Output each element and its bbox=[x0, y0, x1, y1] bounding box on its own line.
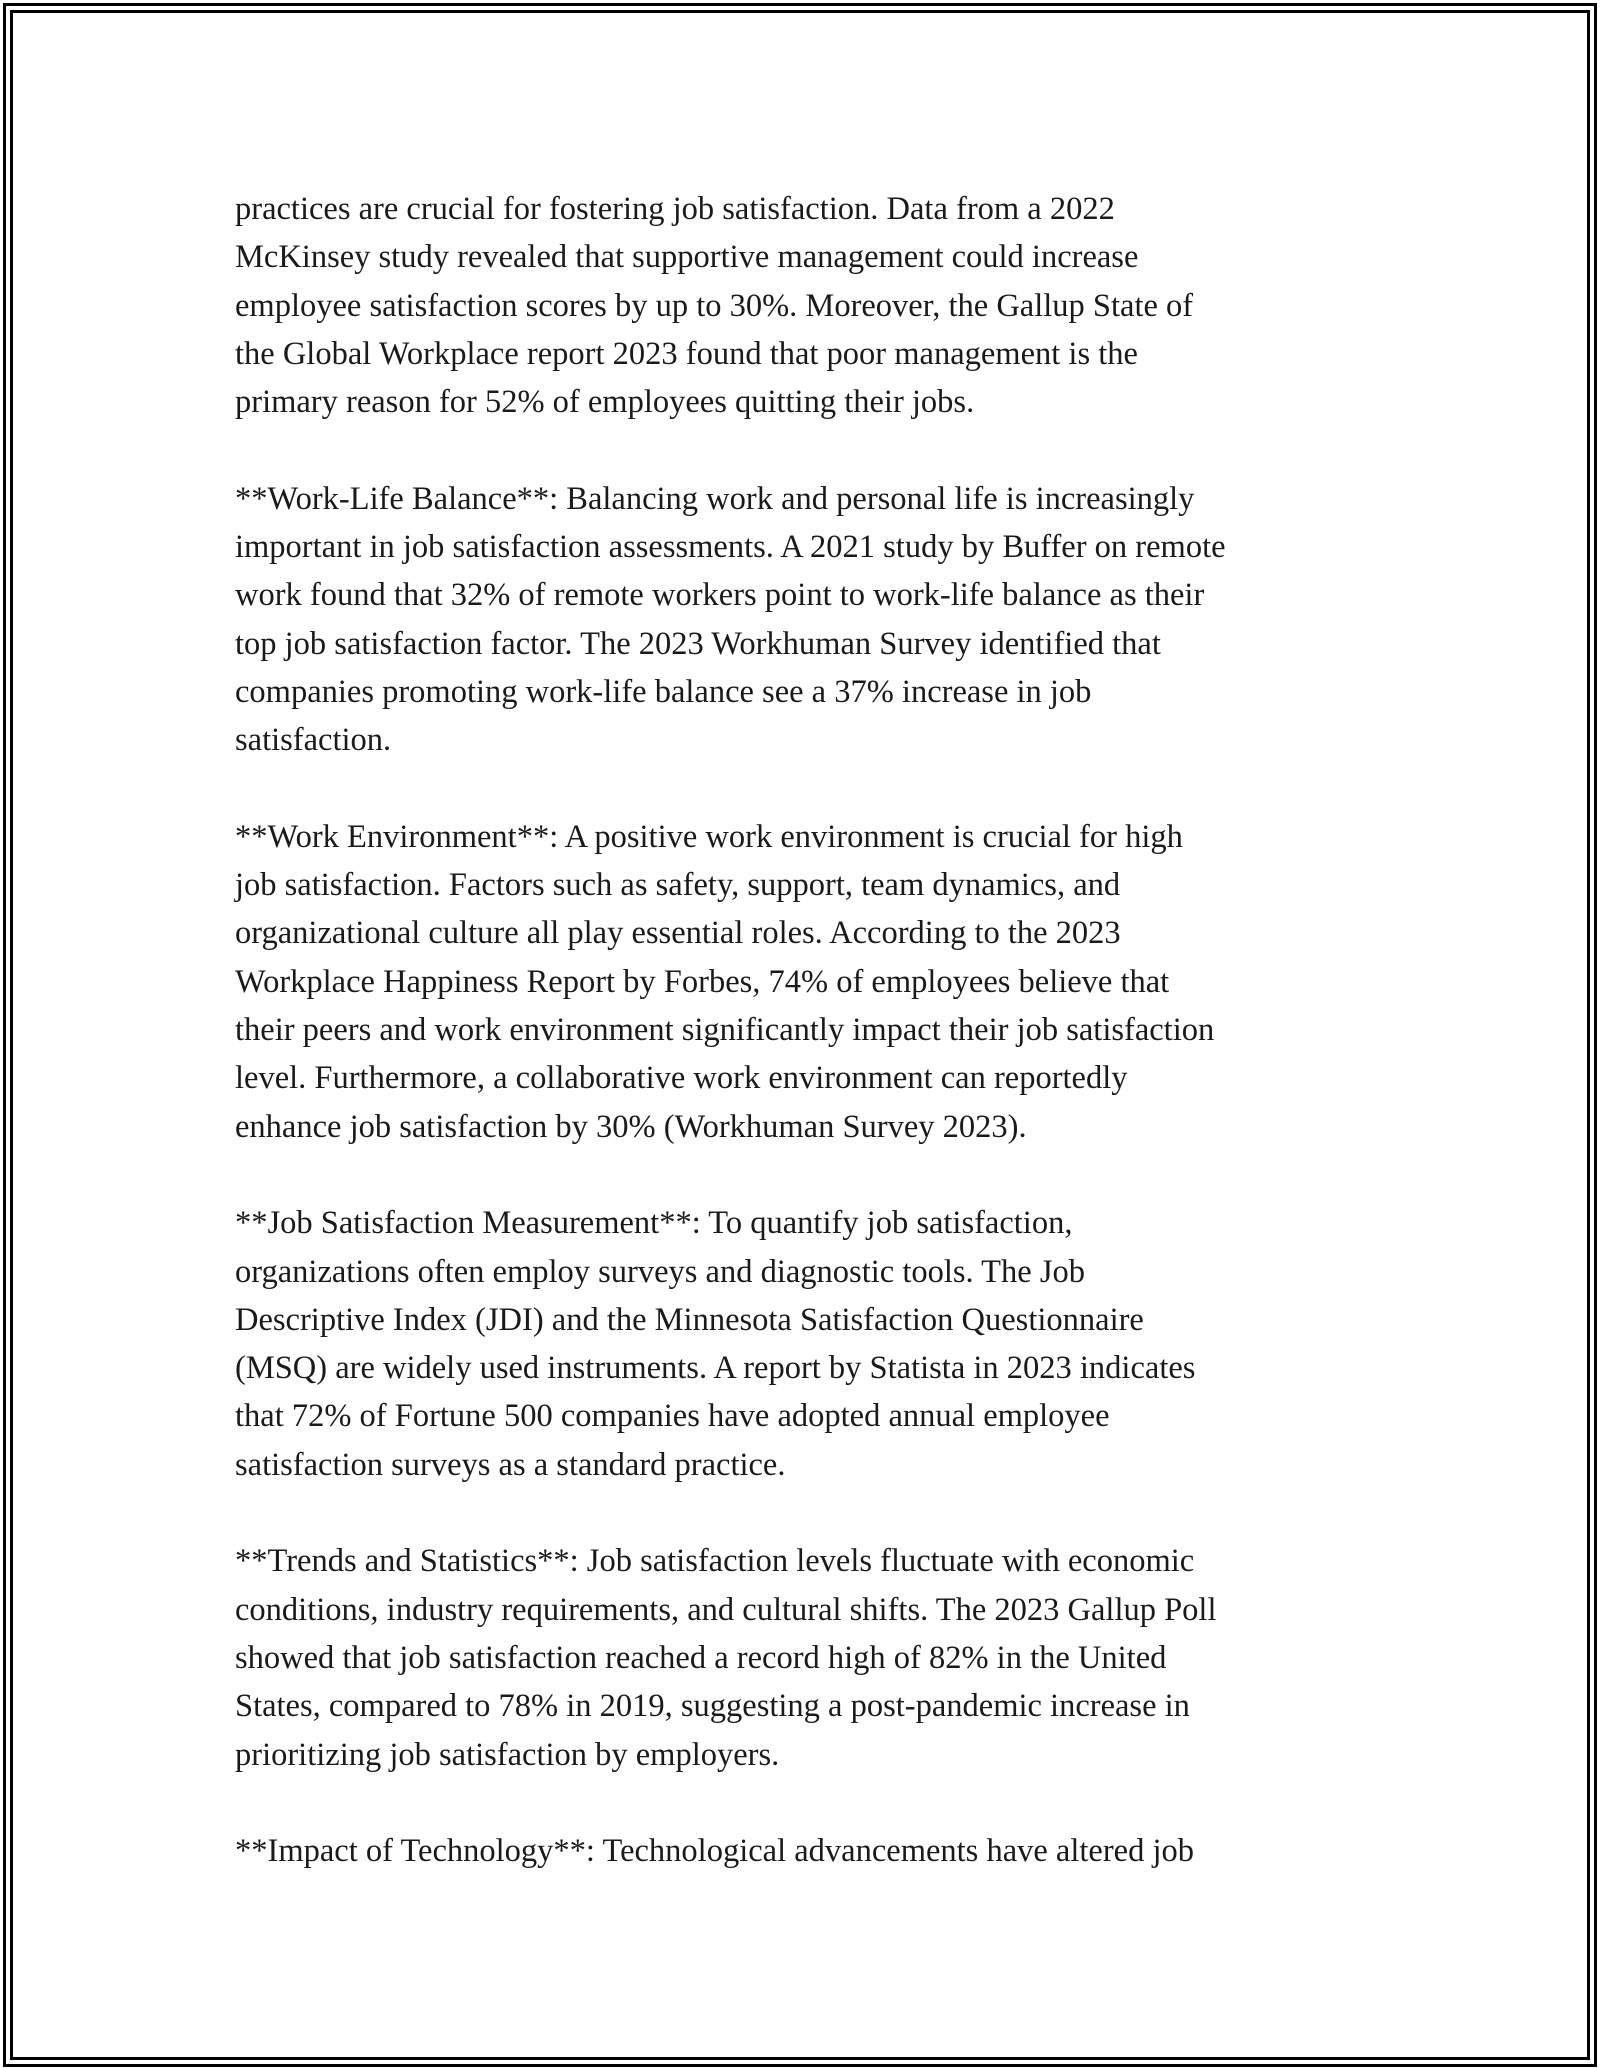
text-line: showed that job satisfaction reached a record high of 82% in the United bbox=[235, 1639, 1167, 1676]
text-line: companies promoting work-life balance see a 37% increase in job bbox=[235, 673, 1092, 710]
text-line: (MSQ) are widely used instruments. A report by Statista in 2023 indicates bbox=[235, 1350, 1196, 1387]
text-line: States, compared to 78% in 2019, suggesting a post-pandemic increase in bbox=[235, 1688, 1190, 1725]
paragraph-work-environment bbox=[235, 813, 1375, 1151]
text-line: that 72% of Fortune 500 companies have adopted annual employee bbox=[235, 1398, 1110, 1435]
text-line: primary reason for 52% of employees quitting their jobs. bbox=[235, 384, 975, 421]
text-line: organizations often employ surveys and diagnostic tools. The Job bbox=[235, 1253, 1085, 1290]
text-line: prioritizing job satisfaction by employers. bbox=[235, 1736, 780, 1773]
text-line: Workplace Happiness Report by Forbes, 74% of employees believe that bbox=[235, 963, 1170, 1000]
paragraph-gap bbox=[235, 426, 1375, 474]
text-line: the Global Workplace report 2023 found that poor management is the bbox=[235, 335, 1138, 372]
text-line: satisfaction. bbox=[235, 722, 392, 759]
paragraph-gap bbox=[235, 765, 1375, 813]
text-line: **Work-Life Balance**: Balancing work and personal life is increasingly bbox=[235, 480, 1195, 517]
text-line: organizational culture all play essential roles. According to the 2023 bbox=[235, 915, 1121, 952]
text-line: top job satisfaction factor. The 2023 Workhuman Survey identified that bbox=[235, 625, 1161, 662]
text-line: job satisfaction. Factors such as safety, support, team dynamics, and bbox=[235, 867, 1121, 904]
paragraph-trends-and-statistics bbox=[235, 1537, 1375, 1778]
text-line: conditions, industry requirements, and cultural shifts. The 2023 Gallup Poll bbox=[235, 1591, 1217, 1628]
text-line: satisfaction surveys as a standard practice. bbox=[235, 1446, 786, 1483]
paragraph-gap bbox=[235, 1779, 1375, 1827]
text-line: their peers and work environment significantly impact their job satisfaction bbox=[235, 1012, 1215, 1049]
text-line: **Job Satisfaction Measurement**: To quantify job satisfaction, bbox=[235, 1205, 1073, 1242]
text-line: McKinsey study revealed that supportive management could increase bbox=[235, 239, 1139, 276]
paragraph-job-satisfaction-measurement bbox=[235, 1199, 1375, 1489]
paragraph-gap bbox=[235, 1151, 1375, 1199]
paragraph-impact-of-technology bbox=[235, 1827, 1375, 1875]
text-line: **Work Environment**: A positive work environment is crucial for high bbox=[235, 818, 1183, 855]
paragraph-gap bbox=[235, 1489, 1375, 1537]
text-line: practices are crucial for fostering job satisfaction. Data from a 2022 bbox=[235, 191, 1115, 227]
text-line: level. Furthermore, a collaborative work environment can reportedly bbox=[235, 1060, 1128, 1097]
text-line: employee satisfaction scores by up to 30%. Moreover, the Gallup State of bbox=[235, 287, 1194, 324]
paragraph-work-life-balance bbox=[235, 475, 1375, 765]
text-line: Descriptive Index (JDI) and the Minnesota Satisfaction Questionnaire bbox=[235, 1301, 1144, 1338]
text-line: enhance job satisfaction by 30% (Workhuman Survey 2023). bbox=[235, 1108, 1027, 1145]
document-body bbox=[235, 185, 1375, 1875]
paragraph-management bbox=[235, 185, 1375, 426]
text-line: work found that 32% of remote workers point to work-life balance as their bbox=[235, 577, 1205, 614]
text-line: **Trends and Statistics**: Job satisfaction levels fluctuate with economic bbox=[235, 1543, 1195, 1580]
text-line: **Impact of Technology**: Technological advancements have altered job bbox=[235, 1833, 1194, 1870]
text-line: important in job satisfaction assessments. A 2021 study by Buffer on remote bbox=[235, 529, 1226, 566]
